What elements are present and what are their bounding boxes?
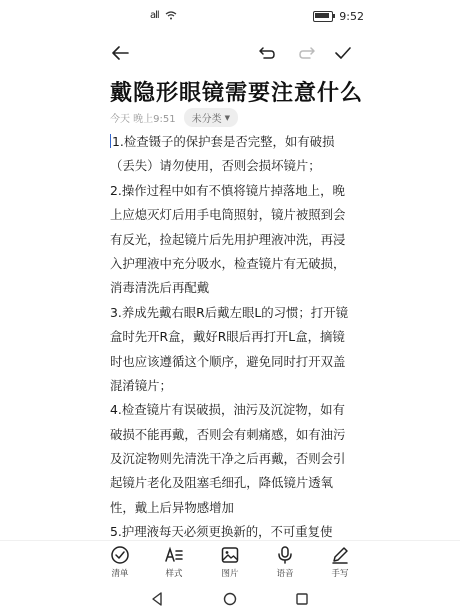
note-line: 有反光，捡起镜片后先用护理液冲洗，再浸	[110, 231, 346, 247]
undo-icon[interactable]	[252, 38, 282, 68]
note-line: 时也应该遵循这个顺序，避免同时打开双盖	[110, 353, 346, 369]
check-icon[interactable]	[328, 38, 358, 68]
text-style-icon	[164, 545, 184, 565]
text-style-button[interactable]	[152, 545, 196, 579]
battery-icon	[313, 11, 333, 22]
microphone-icon	[275, 545, 295, 565]
status-left	[150, 10, 177, 21]
note-title[interactable]: 戴隐形眼镜需要注意什么	[110, 81, 364, 106]
note-line: 2.操作过程中如有不慎将镜片掉落地上，晚	[110, 182, 345, 198]
note-meta	[110, 108, 238, 127]
note-line: 盒时先开R盒，戴好R眼后再打开L盒，摘镜	[110, 329, 345, 345]
note-line: 3.养成先戴右眼R后戴左眼L的习惯；打开镜	[110, 304, 348, 320]
note-line: 破损不能再戴，否则会有刺痛感，如有油污	[110, 426, 346, 442]
note-line: 起镜片老化及阻塞毛细孔，降低镜片透氧	[110, 475, 334, 491]
note-line: 性，戴上后异物感增加	[110, 499, 234, 515]
text-style-label: 样式	[165, 569, 183, 579]
note-line: 上应熄灭灯后用手电筒照射，镜片被照到会	[110, 207, 346, 223]
handwriting-label: 手写	[331, 569, 349, 579]
nav-recents-icon[interactable]	[290, 588, 314, 610]
note-body[interactable]	[110, 130, 362, 569]
note-timestamp: 今天 晚上9:51	[110, 114, 176, 125]
image-icon	[220, 545, 240, 565]
note-line: 消毒清洗后再配戴	[110, 280, 210, 296]
image-label: 图片	[221, 569, 239, 579]
text-cursor	[110, 134, 111, 148]
checklist-label: 清单	[111, 569, 129, 579]
wifi-icon	[165, 11, 177, 20]
checklist-button[interactable]	[98, 545, 142, 579]
handwriting-button[interactable]	[318, 545, 362, 579]
note-line: 1.检查镊子的保护套是否完整，如有破损	[112, 134, 335, 149]
note-line: 及沉淀物则先清洗干净之后再戴，否则会引	[110, 451, 346, 467]
editor-toolbar	[0, 38, 460, 70]
arrow-left-icon[interactable]	[105, 38, 135, 68]
pen-icon	[330, 545, 350, 565]
note-line: 5.护理液每天必须更换新的，不可重复使	[110, 524, 333, 540]
status-bar	[0, 0, 460, 36]
chevron-down-icon: ▼	[224, 113, 231, 122]
note-line: 混淆镜片；	[110, 377, 172, 393]
redo-icon[interactable]	[292, 38, 322, 68]
system-nav-bar	[0, 588, 460, 613]
checklist-icon	[110, 545, 130, 565]
note-line: 4.检查镜片有误破损，油污及沉淀物，如有	[110, 402, 345, 418]
status-time: 9:52	[339, 10, 364, 23]
signal-icon: all	[150, 10, 159, 21]
image-button[interactable]	[208, 545, 252, 579]
status-right	[313, 10, 364, 23]
category-selector[interactable]	[184, 108, 238, 127]
battery-level	[315, 13, 329, 18]
bottom-toolbar	[0, 540, 460, 583]
nav-home-icon[interactable]	[218, 588, 242, 610]
category-label: 未分类	[191, 114, 222, 125]
nav-back-icon[interactable]	[145, 588, 169, 610]
voice-label: 语音	[276, 569, 294, 579]
note-line: （丢失）请勿使用，否则会损坏镜片；	[110, 158, 321, 174]
note-line: 入护理液中充分吸水，检查镜片有无破损，	[110, 255, 346, 271]
voice-button[interactable]	[263, 545, 307, 579]
